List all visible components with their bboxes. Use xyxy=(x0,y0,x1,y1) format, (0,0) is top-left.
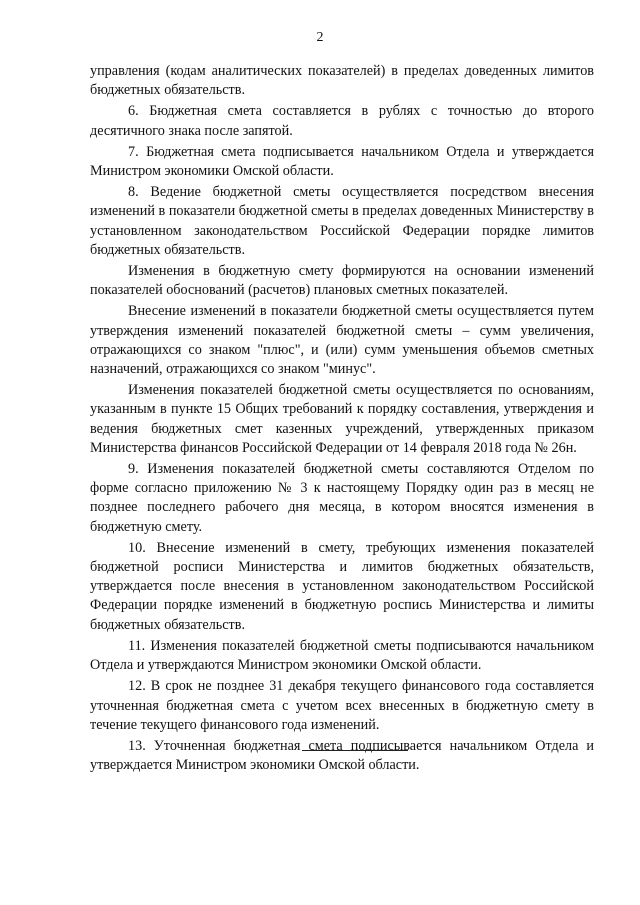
end-of-document-line xyxy=(302,750,408,751)
paragraph-continuation: управления (кодам аналитических показателей) в пределах доведенных лимитов бюджетных обязательств. xyxy=(90,63,594,99)
paragraph-item-6: 6. Бюджетная смета составляется в рублях с точностью до второго десятичного знака после запятой. xyxy=(90,103,594,139)
document-body xyxy=(90,62,594,777)
paragraph-item-7: 7. Бюджетная смета подписывается начальником Отдела и утверждается Министром экономики Омской области. xyxy=(90,143,594,180)
paragraph-item-8-grounds: Изменения показателей бюджетной сметы осуществляется по основаниям, указанным в пункте 15 Общих требований к порядку составления, утверждения и ведения бюджетных смет казенных учреждений, утвержденных приказом Министерства финансов Российской Федерации от 14 февраля 2018 года № 26н. xyxy=(90,382,594,456)
paragraph-item-12: 12. В срок не позднее 31 декабря текущего финансового года составляется уточненная бюджетная смета с учетом всех внесенных в бюджетную смету в течение текущего финансового года изменений. xyxy=(90,678,594,733)
paragraph-item-13: 13. Уточненная бюджетная смета подписывается начальником Отдела и утверждается Министром экономики Омской области. xyxy=(90,737,594,774)
paragraph-item-8: 8. Ведение бюджетной сметы осуществляется посредством внесения изменений в показатели бюджетной сметы в пределах доведенных Министерству в установленном законодательством Российской Федерации порядке лимитов бюджетных обязательств. xyxy=(90,184,594,258)
page-number: 2 xyxy=(316,30,324,45)
paragraph-item-11: 11. Изменения показателей бюджетной сметы подписываются начальником Отдела и утверждаются Министром экономики Омской области. xyxy=(90,637,594,674)
paragraph-item-8-procedure: Внесение изменений в показатели бюджетной сметы осуществляется путем утверждения изменений показателей бюджетной сметы – сумм увеличения, отражающихся со знаком "плюс", и (или) сумм уменьшения объемов сметных назначений, отражающихся со знаком "минус". xyxy=(90,303,594,378)
paragraph-item-8-changes: Изменения в бюджетную смету формируются на основании изменений показателей обоснований (расчетов) плановых сметных показателей. xyxy=(90,263,594,299)
paragraph-item-10: 10. Внесение изменений в смету, требующих изменения показателей бюджетной росписи Министерства и лимитов бюджетных обязательств, утверждается после внесения в установленном законодательством Российской Федерации порядке изменений в бюджетную роспись Министерства и лимиты бюджетных обязательств. xyxy=(90,539,594,633)
paragraph-item-9: 9. Изменения показателей бюджетной сметы составляются Отделом по форме согласно приложению № 3 к настоящему Порядку один раз в месяц не позднее последнего рабочего дня месяца, в котором вносятся изменения в бюджетную смету. xyxy=(90,461,594,535)
